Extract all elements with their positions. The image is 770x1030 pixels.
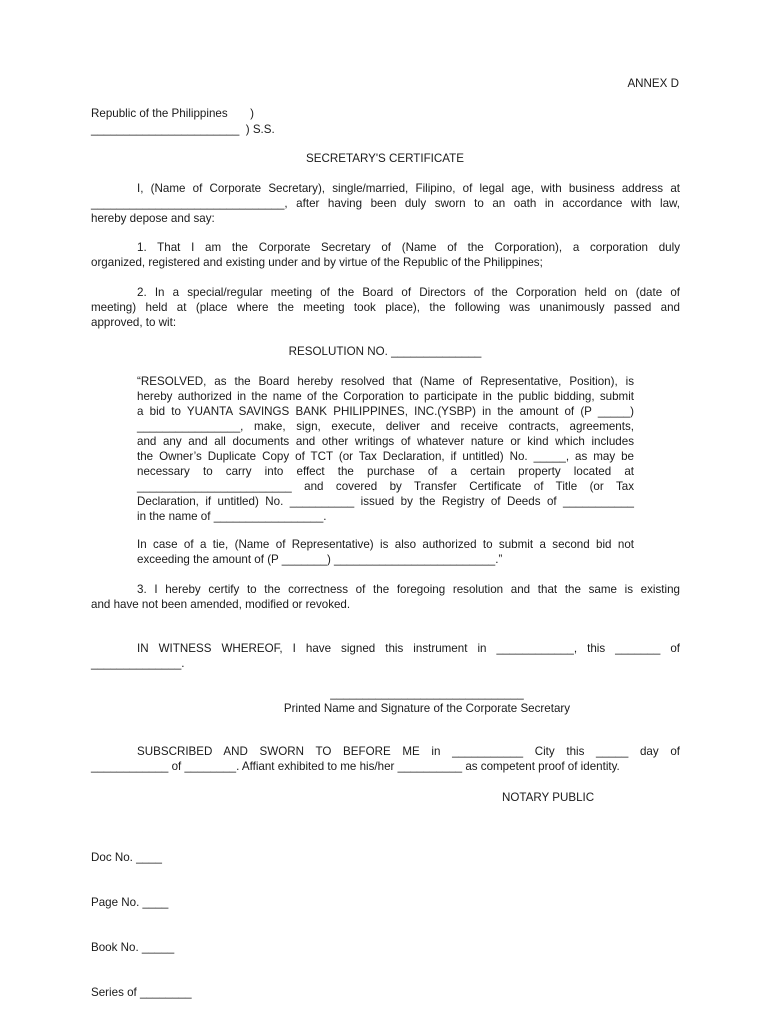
item-1-paragraph xyxy=(91,240,680,270)
doc-no: Doc No. ____ xyxy=(91,851,162,864)
tie-line: In case of a tie, (Name of Representative) is also authorized to submit a second bid not xyxy=(137,538,634,551)
resolution-line: and any and all documents and other writings of whatever nature or kind which includes xyxy=(137,435,634,448)
witness-paragraph xyxy=(91,641,680,671)
venue-country: Republic of the Philippines ) xyxy=(91,107,255,120)
witness-line: IN WITNESS WHEREOF, I have signed this instrument in ____________, this _______ of xyxy=(137,642,680,655)
resolution-line: a bid to YUANTA SAVINGS BANK PHILIPPINES, INC.(YSBP) in the amount of (P _____) xyxy=(137,405,634,418)
book-no: Book No. _____ xyxy=(91,941,175,954)
intro-line: ______________________________, after having been duly sworn to an oath in accordance with law, xyxy=(91,197,680,210)
item-line: organized, registered and existing under and by virtue of the Republic of the Philippines; xyxy=(91,256,543,269)
notary-public-label: NOTARY PUBLIC xyxy=(502,791,595,804)
resolution-line: the Owner’s Duplicate Copy of TCT (or Tax Declaration, if untitled) No. _____, as may be xyxy=(137,450,634,463)
resolution-line: Declaration, if untitled) No. __________ issued by the Registry of Deeds of ___________ xyxy=(137,495,634,508)
resolution-heading: RESOLUTION NO. ______________ xyxy=(288,345,482,358)
jurat-paragraph xyxy=(91,744,680,774)
series-of: Series of ________ xyxy=(91,986,192,999)
page-no: Page No. ____ xyxy=(91,896,169,909)
item-line: approved, to wit: xyxy=(91,316,177,329)
tie-clause xyxy=(137,537,634,567)
intro-line: I, (Name of Corporate Secretary), single/married, Filipino, of legal age, with business address at xyxy=(137,182,680,195)
resolution-body xyxy=(137,374,634,524)
resolution-line: “RESOLVED, as the Board hereby resolved that (Name of Representative, Position), is xyxy=(137,375,634,388)
item-line: 3. I hereby certify to the correctness of the foregoing resolution and that the same is existing xyxy=(137,583,680,596)
intro-line: hereby depose and say: xyxy=(91,212,215,225)
signature-line: ______________________________ xyxy=(330,687,524,700)
item-3-paragraph xyxy=(91,582,680,612)
witness-line: ______________. xyxy=(91,657,185,670)
doc-reference-block xyxy=(91,820,192,1030)
signature-caption: Printed Name and Signature of the Corporate Secretary xyxy=(283,702,571,715)
resolution-line: hereby authorized in the name of the Corporation to participate in the public bidding, submit xyxy=(137,390,634,403)
item-line: and have not been amended, modified or revoked. xyxy=(91,598,351,611)
intro-paragraph xyxy=(91,181,680,226)
item-line: meeting) held at (place where the meeting took place), the following was unanimously passed and xyxy=(91,301,680,314)
resolution-line: necessary to carry into effect the purchase of a certain property located at xyxy=(137,465,634,478)
jurat-line: ____________ of ________. Affiant exhibited to me his/her __________ as competent proof of identity. xyxy=(91,760,620,773)
jurat-line: SUBSCRIBED AND SWORN TO BEFORE ME in ___________ City this _____ day of xyxy=(137,745,680,758)
certificate-title: SECRETARY'S CERTIFICATE xyxy=(306,152,464,165)
resolution-line: ________________, make, sign, execute, deliver and receive contracts, agreements, xyxy=(137,420,634,433)
annex-label: ANNEX D xyxy=(627,77,679,90)
item-line: 1. That I am the Corporate Secretary of (Name of the Corporation), a corporation duly xyxy=(137,241,680,254)
tie-line: exceeding the amount of (P _______) _________________________.” xyxy=(137,553,503,566)
venue-ss: _______________________ ) S.S. xyxy=(91,123,275,136)
item-2-paragraph xyxy=(91,285,680,330)
resolution-line: ________________________ and covered by Transfer Certificate of Title (or Tax xyxy=(137,480,634,493)
resolution-line: in the name of _________________. xyxy=(137,510,327,523)
item-line: 2. In a special/regular meeting of the Board of Directors of the Corporation held on (date of xyxy=(137,286,680,299)
